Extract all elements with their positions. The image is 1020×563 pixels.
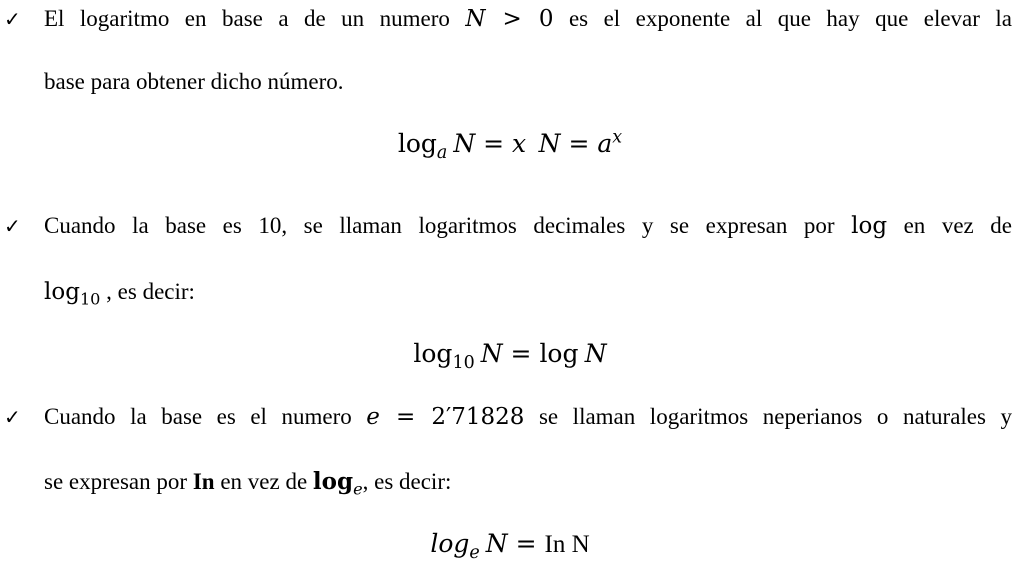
- item-2-text: Cuando la base es 10, se llaman logaritmos decimales y se expresan por log en vez de: [44, 213, 1013, 239]
- checkmark-icon: ✓: [4, 214, 21, 238]
- checkmark-icon: ✓: [4, 405, 21, 429]
- item-3-text-cont: se expresan por In en vez de $\log_e$, es decir:: [44, 468, 452, 499]
- math-relation: > 0: [485, 6, 554, 32]
- math-N: N: [465, 6, 486, 32]
- formula-3: $\log_e N = In$ N: [430, 529, 590, 563]
- formula-2: $\log_{10} N = \log N$: [413, 339, 607, 374]
- checkmark-icon: ✓: [4, 7, 21, 31]
- item-1-text: El logaritmo en base a de un numero N > 0 es el exponente al que hay que elevar la: [44, 6, 1012, 32]
- formula-1: $\log_a N = x$ $N = a^x$: [397, 127, 623, 164]
- item-2-text-cont: $\log_{10}$ , es decir:: [44, 279, 195, 309]
- item-1-text-cont: base para obtener dicho número.: [44, 69, 344, 94]
- item-3-text: Cuando la base es el numero e = 2′71828 se llaman logaritmos neperianos o naturales y: [44, 404, 1013, 430]
